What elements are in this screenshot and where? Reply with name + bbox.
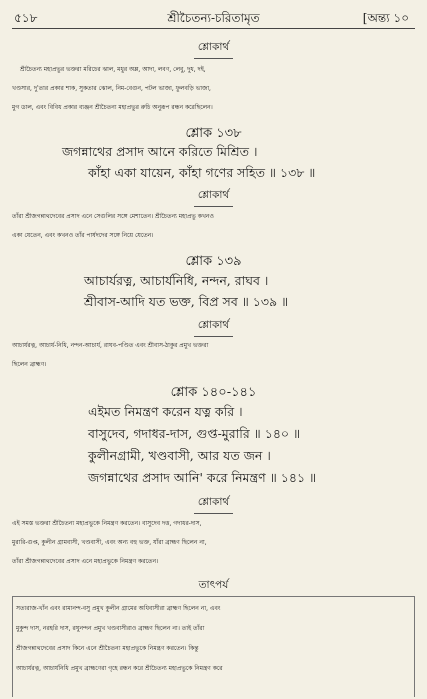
verse-heading: শ্লোক ১৩৮ [185, 126, 242, 141]
verse-line: আচার্যরত্ন, আচার্যনিধি, নন্দন, রাঘব । [84, 273, 269, 288]
paragraph-line: একা যেতেন, এবং কখনও তাঁর পার্ষদদের সঙ্গে নিয়ে যেতেন। [12, 232, 154, 239]
verse-line: জগন্নাথের প্রসাদ আনে করিতে মিশ্রিত । [62, 144, 258, 159]
chapter-marker: [অন্ত্য ১০ [362, 11, 409, 25]
slokartha-label: শ্লোকার্থ [0, 188, 427, 207]
paragraph-line: মুরারি-গুপ্ত, কুলীন গ্রামবাসী, খণ্ডবাসী, এবং অন্য বহু ভক্ত, যাঁরা ব্রাহ্মণ ছিলেন না, [12, 539, 207, 546]
paragraph-line: শ্রীজগন্নাথদেবের প্রসাদ কিনে এনে শ্রীচৈতন্য মহাপ্রভুকে নিমন্ত্রণ করতেন। কিন্তু [16, 645, 199, 652]
book-title: শ্রীচৈতন্য-চরিতামৃত [167, 11, 260, 25]
slokartha-label: শ্লোকার্থ [0, 40, 427, 59]
paragraph-line: ছিলেন ব্রাহ্মণ। [12, 361, 47, 368]
verse-line: কাঁহা একা যায়েন, কাঁহা গণের সহিত ॥ ১৩৮ ॥ [88, 165, 316, 180]
paragraph-line: আচার্যরত্ন, আচার্যনিধি প্রমুখ ব্রাহ্মণেরা গৃহে রন্ধন করে শ্রীচৈতন্য মহাপ্রভুকে নিমন্ত্রণ করে [16, 665, 223, 672]
header-rule [12, 28, 415, 29]
page-header [12, 8, 415, 28]
verse-heading: শ্লোক ১৪০-১৪১ [170, 385, 257, 400]
verse-line: বাসুদেব, গদাধর-দাস, গুপ্ত-মুরারি ॥ ১৪০ ॥ [88, 426, 301, 441]
page-number: ৫১৮ [14, 11, 38, 25]
verse-line: শ্রীবাস-আদি যত ভক্ত, বিপ্র সব ॥ ১৩৯ ॥ [84, 294, 289, 309]
paragraph-line: সত্যরাজ-খাঁন এবং রামানন্দ-বসু প্রমুখ কুলীন গ্রামের অধিবাসীরা ব্রাহ্মণ ছিলেন না, এবং [16, 605, 221, 612]
verse-line: জগন্নাথের প্রসাদ আনি' করে নিমন্ত্রণ ॥ ১৪১ ॥ [88, 470, 317, 485]
paragraph-line: তাঁরা শ্রীজগন্নাথদেবের প্রসাদ এনে সেগুলির সঙ্গে মেশাতেন। শ্রীচৈতন্য মহাপ্রভু কখনও [12, 213, 214, 220]
paragraph-line: খণ্ডসার, দু'তার প্রকার শাক, সুকতার ঝোল, নিম-বেগুন, পটল ভাজা, ফুলবড়ি ভাজা, [12, 85, 211, 92]
verse-line: কুলীনগ্রামী, খণ্ডবাসী, আর যত জন । [88, 448, 271, 463]
slokartha-label: শ্লোকার্থ [0, 495, 427, 514]
paragraph-line: শ্রীচৈতন্য মহাপ্রভুর ভক্তরা মরিচের ঝাল, মধুর অম্ল, আদা, লবণ, লেবু, দুধ, দই, [20, 66, 206, 73]
paragraph-line: মুকুন্দ দাস, নরহরি দাস, রঘুনন্দন প্রমুখ খণ্ডবাসীরাও ব্রাহ্মণ ছিলেন না। তাই তাঁরা [16, 625, 205, 632]
verse-line: এইমত নিমন্ত্রণ করেন যত্ন করি । [88, 404, 243, 419]
paragraph-line: তাঁরা শ্রীজগন্নাথদেবের প্রসাদ এনে মহাপ্রভুকে নিমন্ত্রণ করতেন। [12, 558, 159, 565]
verse-heading: শ্লোক ১৩৯ [185, 254, 242, 269]
paragraph-line: আচার্যরত্ন, আচার্য-নিধি, নন্দন-আচার্য, রাঘব-পণ্ডিত এবং শ্রীবাস-ঠাকুর প্রমুখ ভক্তরা [12, 342, 209, 349]
paragraph-line: এই সমস্ত ভক্তরা শ্রীচৈতন্য মহাপ্রভুকে নিমন্ত্রণ করতেন। বাসুদেব দত্ত, গদাধর-দাস, [12, 520, 202, 527]
tatparya-label: তাৎপর্য [0, 578, 427, 597]
slokartha-label: শ্লোকার্থ [0, 318, 427, 337]
paragraph-line: মুগ ডাল, এবং বিবিধ প্রকার ব্যঞ্জন শ্রীচৈতন্য মহাপ্রভুর রুচি অনুরূপ রন্ধন করেছিলেন। [12, 104, 213, 111]
